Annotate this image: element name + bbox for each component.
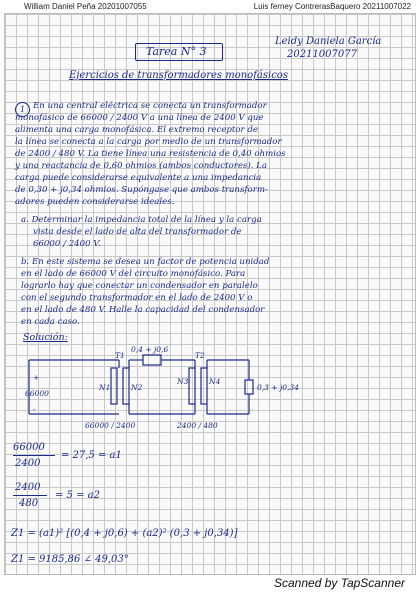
eq1-numerator: 66000 bbox=[13, 442, 45, 453]
problem-line: de 0,30 + j0,34 ohmios. Supóngase que ambos transform- bbox=[15, 185, 268, 195]
header-left-author: William Daniel Peña 20201007055 bbox=[24, 2, 147, 11]
t2-ratio: 2400 / 480 bbox=[177, 421, 218, 430]
problem-line: carga puede considerarse equivalente a una impedancia bbox=[15, 173, 262, 183]
t1-ratio: 66000 / 2400 bbox=[85, 421, 136, 430]
part-b-line: lograrlo hay que conectar un condensador en paralelo bbox=[21, 281, 258, 291]
solution-label: Solución: bbox=[23, 332, 68, 343]
part-b-line: en el lado de 480 V. Halle la capacidad del condensador bbox=[21, 305, 265, 315]
part-a-line: vista desde el lado de alta del transformador de bbox=[33, 227, 242, 237]
t2-label: T2 bbox=[195, 351, 205, 360]
source-plus: + bbox=[33, 373, 40, 382]
part-b-line: con el segundo transformador en el lado de 2400 V o bbox=[21, 293, 253, 303]
problem-line: la línea se conecta a la carga por medio de un transformador bbox=[15, 137, 282, 147]
n4-label: N4 bbox=[209, 377, 221, 386]
title-box bbox=[135, 43, 223, 61]
part-b-line: en el lado de 66000 V del circuito monofásico. Para bbox=[21, 269, 246, 279]
problem-line: monofásico de 66000 / 2400 V a una línea de 2400 V que bbox=[15, 113, 264, 123]
eq2-result: = 5 = a2 bbox=[55, 490, 100, 501]
part-b-line: en cada caso. bbox=[21, 317, 80, 327]
problem-line: alimenta una carga monofásica. El extremo receptor de bbox=[15, 125, 258, 135]
t2-secondary-coil bbox=[201, 368, 207, 404]
part-b-line: b. En este sistema se desea un factor de potencia unidad bbox=[21, 257, 270, 267]
load-label: 0,3 + j0,34 bbox=[257, 383, 300, 392]
problem-line: adores pueden considerarse ideales. bbox=[15, 197, 175, 207]
subtitle: Ejercicios de transformadores monofásicos bbox=[69, 70, 288, 81]
part-a-line: 66000 / 2400 V. bbox=[33, 239, 101, 249]
load-box bbox=[245, 380, 253, 394]
eq3-total-impedance: Z1 = (a1)² [(0,4 + j0,6) + (a2)² (0,3 + j0,34)] bbox=[11, 528, 238, 539]
header-right-author: Luis ferney ContrerasBaquero 20211007022 bbox=[253, 2, 411, 11]
eq2-fraction-bar bbox=[13, 495, 47, 496]
eq4-result: Z1 = 9185,86 ∠ 49,03° bbox=[11, 554, 129, 565]
problem-line: de 2400 / 480 V. La tiene línea una resistencia de 0,40 ohmios bbox=[15, 149, 286, 159]
t2-primary-coil bbox=[189, 368, 195, 404]
assignment-title: Tarea N° 3 bbox=[146, 45, 207, 58]
line-impedance-box bbox=[143, 355, 161, 365]
problem-number-badge: 1 bbox=[15, 102, 30, 117]
scanner-watermark: Scanned by TapScanner bbox=[274, 576, 405, 590]
circuit-diagram bbox=[19, 344, 339, 434]
n3-label: N3 bbox=[177, 377, 189, 386]
n1-label: N1 bbox=[99, 383, 111, 392]
n2-label: N2 bbox=[131, 383, 143, 392]
student-code: 20211007077 bbox=[287, 49, 357, 60]
source-voltage: 66000 bbox=[25, 389, 49, 398]
eq2-denominator: 480 bbox=[19, 498, 39, 509]
graph-paper-sheet bbox=[4, 13, 416, 575]
eq2-numerator: 2400 bbox=[15, 482, 41, 493]
line-impedance-label: 0,4 + j0,6 bbox=[131, 345, 169, 354]
source-minus: - bbox=[33, 405, 36, 414]
problem-line: y una reactancia de 0,60 ohmios (ambos conductores). La bbox=[15, 161, 267, 171]
t1-primary-coil bbox=[111, 368, 117, 404]
document-header bbox=[0, 0, 419, 12]
student-name: Leidy Daniela García bbox=[275, 36, 382, 47]
eq1-result: = 27,5 = a1 bbox=[61, 450, 122, 461]
part-a-line: a. Determinar la impedancia total de la línea y la carga bbox=[21, 215, 262, 225]
t1-secondary-coil bbox=[123, 368, 129, 404]
problem-line: En una central eléctrica se conecta un transformador bbox=[33, 101, 267, 111]
eq1-denominator: 2400 bbox=[15, 458, 41, 469]
t1-label: T1 bbox=[115, 351, 125, 360]
eq1-fraction-bar bbox=[13, 455, 55, 456]
